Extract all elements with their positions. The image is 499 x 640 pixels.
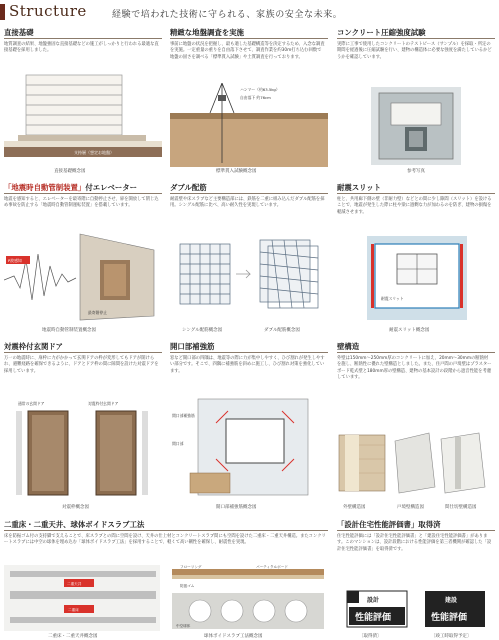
section-body: 地質調査の結果、地盤強固な直接基礎などの施工がしっかりと行われる最適な直接基礎を採用しました。 (4, 42, 159, 54)
svg-text:性能評価: 性能評価 (355, 613, 392, 623)
section-rule (337, 530, 495, 531)
section-title: 「地震時自動管制装置」付エレベーター (4, 183, 138, 192)
section-body: 事前に地盤の状況を把握し、最も適した基礎構造等を決定するため、入念な調査を実施。一定重量の重りを自由落下させて、調査作業を約30m打ち込む回数で地盤の固さを調べる「標準貫入試験」や土質調査を行っております。 (170, 42, 325, 60)
section-title: コンクリート圧縮強度試験 (337, 28, 426, 37)
svg-text:二重床: 二重床 (68, 608, 79, 612)
section-rule (170, 193, 328, 194)
figure-caption: 耐震スリット概念図 (389, 328, 430, 333)
section-seismic-slit (337, 182, 495, 334)
section-body: 窓など開口部の四隅は、地震等の際に力が集中しやすく、ひび割れが発生しやすい部分です。そこで、四隅に補強筋を斜めに施工し、ひび割れ対策を強化しています。 (170, 356, 325, 374)
section-title: 精緻な地盤調査を実施 (170, 28, 244, 37)
section-body: 万一の地震時に、扉枠に力がかかって玄関ドアの枠が変形してもドアが開けられ、避難経路を確保できるように、ドアとドア枠の間に隙間を設けた対震ドアを採用しています。 (4, 356, 159, 374)
badge-caption: 〔竣工時取得予定〕 (431, 634, 472, 639)
svg-text:対震枠付玄関ドア: 対震枠付玄関ドア (88, 401, 119, 406)
section-wall-structure (337, 341, 495, 511)
section-title: ダブル配筋 (170, 183, 207, 192)
figure-caption: ダブル配筋概念図 (264, 328, 300, 333)
section-rule (4, 38, 162, 39)
svg-text:通常の玄関ドア: 通常の玄関ドア (18, 401, 45, 406)
section-rule (337, 352, 495, 353)
section-body: 住宅性能評価には「設計住宅性能評価書」と「建設住宅性能評価書」があります。このマンションは、設計段階における性能評価を第三者機関が確認した「設計住宅性能評価書」を取得済です。 (337, 534, 492, 552)
svg-text:最寄階停止: 最寄階停止 (88, 310, 107, 315)
section-title: 耐震スリット (337, 183, 382, 192)
section-body: 実際に工事で使用したコンクリートのテストピース（サンプル）を採取・所定の期間を経過後に圧縮試験を行い、建物の構造体に必要な強度を満たしているかどうかを確認しています。 (337, 42, 492, 60)
section-double-rebar (170, 182, 328, 334)
svg-text:二重天井: 二重天井 (67, 582, 82, 586)
slit-illustration (367, 236, 467, 320)
svg-text:中空球体: 中空球体 (176, 624, 191, 628)
figure-caption: 参考写真 (407, 169, 425, 174)
section-body: 柱と、共用廊下側の壁（非耐力壁）などとの間に少し隙間（スリット）を設けることで、地震が発生した際に柱や梁に過剰な力が加わるのを防ぎ、建物の損傷を軽減させます。 (337, 197, 492, 215)
figure-caption: 外壁構造図 (343, 505, 366, 510)
wall-illustration (337, 415, 495, 497)
section-direct-foundation (4, 27, 162, 175)
section-rule (4, 193, 162, 194)
svg-text:ハンマー（約63.5kg）: ハンマー（約63.5kg） (240, 87, 280, 92)
evaluation-badges (345, 589, 489, 633)
double-floor-illustration (4, 565, 328, 631)
survey-illustration (170, 83, 328, 167)
svg-text:耐震スリット: 耐震スリット (381, 296, 404, 301)
door-illustration (4, 399, 162, 499)
section-double-floor (4, 519, 328, 639)
figure-caption: 開口部補強筋概念図 (216, 505, 257, 510)
svg-text:性能評価: 性能評価 (431, 613, 468, 623)
elevator-illustration (4, 230, 162, 322)
section-rule (4, 530, 328, 531)
section-rule (170, 38, 328, 39)
section-title: 直接基礎 (4, 28, 34, 37)
figure-caption: 戸境壁構造図 (397, 505, 424, 510)
section-rule (4, 352, 162, 353)
double-rebar-illustration (170, 234, 328, 324)
section-title: 壁構造 (337, 342, 360, 351)
figure-caption: 標準貫入試験概念図 (216, 169, 257, 174)
svg-text:開口部補強筋: 開口部補強筋 (172, 413, 195, 418)
foundation-label: 支持層（想定お地盤） (74, 150, 114, 155)
figure-caption: 対震枠概念図 (62, 505, 89, 510)
page-header (0, 0, 499, 26)
section-performance-evaluation (337, 519, 495, 639)
header-accent-bar (0, 4, 5, 20)
svg-text:自由落下 約76cm: 自由落下 約76cm (240, 95, 271, 100)
foundation-illustration (4, 71, 162, 169)
section-body: 床を防振ゴム付の支持脚で支えることで、床スラブとの間に空間を設け、天井の仕上材とコンクリートスラブ間にも空間を設けた二重床・二重天井構造。またコンクリートスラブには中空の球体を埋め込む「球体ボイドスラブ工法」を採用することで、軽くて高い剛性を確保し、耐震性を実現。 (4, 534, 326, 546)
svg-text:開口部: 開口部 (172, 441, 184, 446)
page-tagline: 経験で培われた技術に守られる、家族の安全な未来。 (112, 10, 343, 20)
section-title: 対震枠付玄関ドア (4, 342, 63, 351)
figure-caption: 地震時自動管制装置概念図 (42, 328, 96, 333)
section-title: 二重床・二重天井、球体ボイドスラブ工法 (4, 520, 145, 529)
badge-caption: 〔取得済〕 (359, 634, 382, 639)
section-rule (170, 352, 328, 353)
section-opening-rebar (170, 341, 328, 511)
section-rule (337, 38, 495, 39)
figure-caption: 間仕切壁構造図 (445, 505, 477, 510)
svg-text:防振ゴム: 防振ゴム (180, 584, 195, 588)
section-rule (337, 193, 495, 194)
page-title: Structure (9, 2, 87, 20)
section-seismic-door (4, 341, 162, 511)
section-body: 耐震壁や床スラブなど主要構造部には、鉄筋を二重に組み込んだダブル配筋を採用。シングル配筋に比べ、高い耐久性を実現しています。 (170, 197, 325, 209)
section-title: 開口部補強筋 (170, 342, 215, 351)
figure-caption: 球体ボイドスラブ工法概念図 (204, 634, 263, 639)
svg-text:フローリング: フローリング (180, 565, 202, 569)
svg-text:P波感知: P波感知 (8, 258, 22, 263)
section-body: 外壁は150mm〜250mm厚のコンクリートに加え、20mm〜30mmの断熱材を施し、断熱性に優れた壁構造としました。また、住戸間の戸境壁はプラスターボード乾式壁と180mm厚の壁構造、建物の基本設計の段階から遮音性能を考慮しています。 (337, 356, 492, 380)
section-soil-survey (170, 27, 328, 175)
section-elevator (4, 182, 162, 334)
section-title: 「設計住宅性能評価書」取得済 (337, 520, 441, 529)
section-body: 地震を感知すると、エレベーターを最寄階に自動停止させ、扉を開放して閉じ込め事故を防止する「地震時自動管制運転装置」を搭載しています。 (4, 197, 159, 209)
opening-illustration (170, 393, 328, 499)
concrete-photo (371, 87, 461, 165)
svg-text:パーティクルボード: パーティクルボード (256, 565, 288, 569)
svg-text:設計: 設計 (367, 597, 380, 604)
figure-caption: 直接基礎概念図 (54, 169, 86, 174)
section-concrete-test (337, 27, 495, 175)
figure-caption: シングル配筋概念図 (182, 328, 223, 333)
figure-caption: 二重床・二重天井概念図 (48, 634, 98, 639)
svg-text:建設: 建設 (445, 597, 458, 604)
